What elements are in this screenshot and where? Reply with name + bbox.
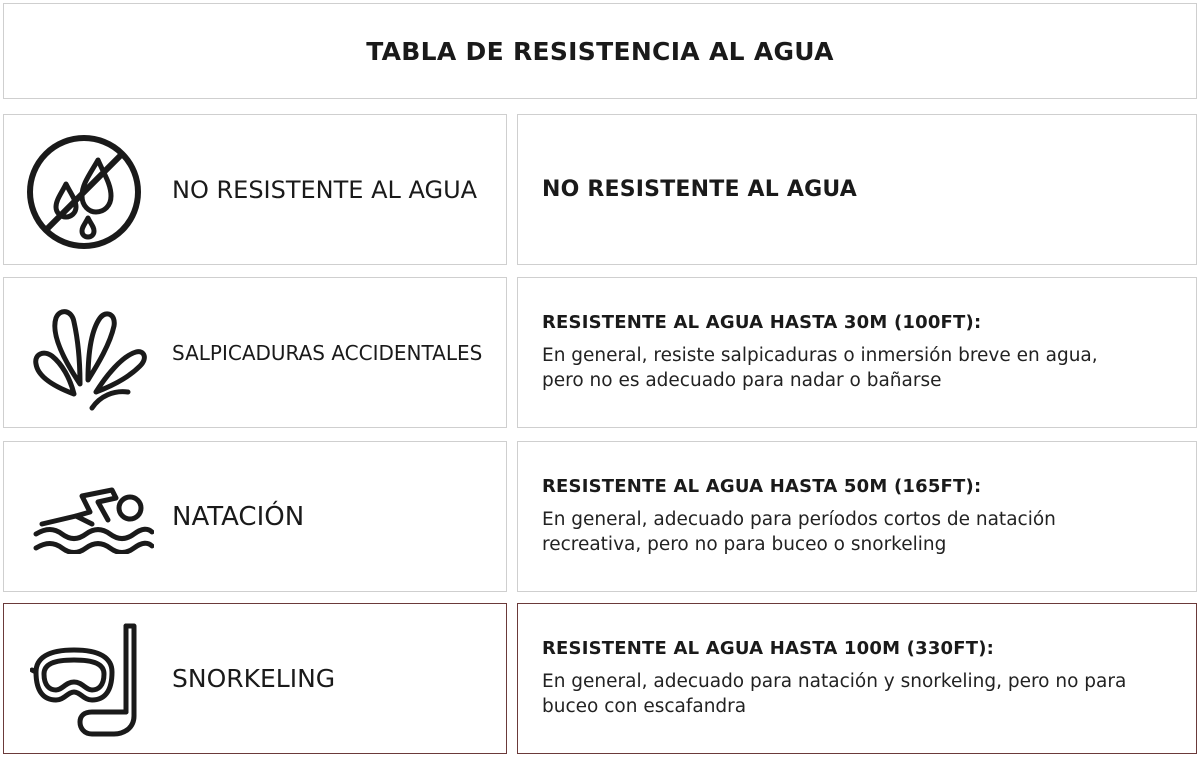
row-swim-right xyxy=(517,441,1197,592)
row-snorkel-right xyxy=(517,603,1197,754)
swimmer-icon xyxy=(32,484,154,554)
row-heading-splash: RESISTENTE AL AGUA HASTA 30M (100FT): xyxy=(542,312,982,333)
row-no-water-left xyxy=(3,114,507,265)
row-snorkel-left xyxy=(3,603,507,754)
row-heading-snorkel: RESISTENTE AL AGUA HASTA 100M (330FT): xyxy=(542,638,995,659)
row-no-water-right xyxy=(517,114,1197,265)
snorkel-mask-icon xyxy=(30,620,146,738)
row-label-snorkel: SNORKELING xyxy=(172,664,336,693)
row-desc-line: buceo con escafandra xyxy=(542,696,747,717)
title-box xyxy=(3,3,1197,99)
row-desc-snorkel xyxy=(542,669,1178,719)
row-heading-swim: RESISTENTE AL AGUA HASTA 50M (165FT): xyxy=(542,476,982,497)
row-label-swim: NATACIÓN xyxy=(172,501,305,532)
row-label-splash: SALPICADURAS ACCIDENTALES xyxy=(172,340,483,365)
row-desc-line: pero no es adecuado para nadar o bañarse xyxy=(542,370,942,391)
row-heading-no-water: NO RESISTENTE AL AGUA xyxy=(542,177,857,202)
row-swim-left xyxy=(3,441,507,592)
splash-icon xyxy=(28,296,148,414)
row-desc-splash xyxy=(542,343,1178,393)
row-desc-line: En general, adecuado para natación y snorkeling, pero no para xyxy=(542,671,1127,692)
row-desc-line: En general, adecuado para períodos cortos de natación xyxy=(542,509,1056,530)
no-water-icon xyxy=(26,134,142,250)
page-title: TABLA DE RESISTENCIA AL AGUA xyxy=(366,36,834,66)
row-splash-right xyxy=(517,277,1197,428)
row-desc-line: En general, resiste salpicaduras o inmersión breve en agua, xyxy=(542,345,1098,366)
row-splash-left xyxy=(3,277,507,428)
row-desc-swim xyxy=(542,507,1178,557)
row-label-no-water: NO RESISTENTE AL AGUA xyxy=(172,175,478,204)
row-desc-line: recreativa, pero no para buceo o snorkeling xyxy=(542,534,947,555)
